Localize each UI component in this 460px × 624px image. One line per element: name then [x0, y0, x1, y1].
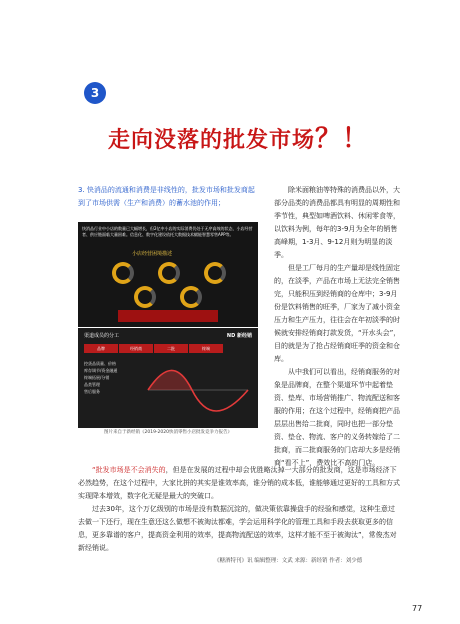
page-number: 77 — [412, 604, 423, 613]
quote-highlight: “批发市场是不会消失的 — [92, 466, 166, 474]
right-column — [274, 184, 402, 470]
flow-step: 品牌 — [84, 344, 118, 353]
paragraph: 从中我们可以看出，经销商服务的对象是品牌商，在整个渠道环节中起着垫资、垫库、市场营销推广、物流配送和客服的作用；在这个过程中，经销商把产品层层出售给二批商，同时也把一部分垫资、垫仓、物流、客户的义务转嫁给了二批商，而二批商服务的门店却大多是经销商“看不上”，费效比不高的门店。 — [274, 368, 400, 467]
paragraph-text: ，但是在发展的过程中却会优胜略汰掉一大部分的批发商，这是市场经济下必然趋势，在这个过程中，大家比拼的其实是谁效率高，谁分销的成本低，谁能够通过更好的工具和方式实现降本增效，数字化无疑是最大的突破口。 — [78, 466, 400, 500]
list-item: 终端拓展/分销 — [84, 375, 110, 380]
article-credit: 《糖酒特刊》讯 编辑整理：文武 来源：新经销 作者：刘少德 — [214, 558, 363, 564]
donut-chart-icon — [112, 262, 134, 284]
channel-flow — [84, 344, 224, 353]
donut-chart-icon — [134, 286, 156, 308]
bottom-section — [78, 464, 400, 555]
section-number-badge: 3 — [84, 82, 106, 104]
list-item: 品类管理 — [84, 382, 100, 387]
figure-caption: 图片来自于新经销《2019-2020快消零售小店批发竞争力报告》 — [103, 430, 233, 435]
paragraph: 过去30年，这个万亿级别的市场是没有数据沉淀的，做决策依靠操盘手的经验和感觉，这种生意过去做一下还行，现在生意还这么做想不被淘汰都难，学会运用科学化的管理工具和手段去获取更多的信息，更多靠谱的客户，提高资金利用的效率，提高物流配送的效率，这样才能不至于被淘汰”，常俊杰对新经销说。 — [78, 505, 397, 552]
figure-bottom-panel — [78, 328, 258, 428]
intro-text: 3. 快消品的流通和消费是非线性的，批发市场和批发商起到了市场供需（生产和消费）的蓄水池的作用； — [78, 186, 255, 207]
page-title — [108, 118, 369, 155]
title-punctuation: ？！ — [315, 124, 370, 154]
paragraph — [78, 464, 400, 503]
figure-role-list — [84, 360, 144, 395]
donut-chart-icon — [180, 286, 202, 308]
paragraph: 除米面粮油等特殊的消费品以外，大部分品类的消费品都具有明显的周期性和季节性，典型如啤酒饮料、休闲零食等，以饮料为例，每年的3-9月为全年的销售高峰期，1-3月、9-12月则为明显的淡季。 — [274, 186, 400, 259]
flow-step: 二批 — [154, 344, 188, 353]
donut-chart-icon — [158, 262, 180, 284]
report-figure — [78, 222, 258, 435]
brand-logo: ND 新经销 — [226, 333, 252, 339]
figure-top-text: 快消品行业中小店的数量已大幅增长，但2亿中小店的实际消费仍处于无序高效的状态，小店经营者、供应链面临大量困难。信息化、数字化建设依托大数据技术赋能智慧零售APP等。 — [82, 226, 253, 237]
flow-step: 经销商 — [119, 344, 153, 353]
donut-chart-icon — [204, 262, 226, 284]
figure-bottom-title: 渠道成员的分工 — [84, 333, 120, 339]
list-item: 库存调节/资金融通 — [84, 368, 118, 373]
figure-top-red-band — [118, 310, 218, 322]
list-item: 售后服务 — [84, 389, 100, 394]
title-text: 走向没落的批发市场 — [108, 128, 316, 153]
figure-top-panel — [78, 222, 258, 327]
paragraph: 但是工厂每月的生产量却是线性固定的，在淡季，产品在市场上无法完全销售完，只能积压到经销商的仓库中；3-9月份是饮料销售的旺季，厂家为了减小资金压力和生产压力，往往会在年初淡季的时候就安排经销商打款发货，“开水头会”，目的就是为了抢占经销商旺季的资金和仓库。 — [274, 264, 401, 363]
figure-top-heading: 小店经营困境描述 — [132, 251, 173, 257]
trend-curve — [144, 356, 252, 422]
flow-step: 终端 — [189, 344, 223, 353]
list-item: 控货品质量、价格 — [84, 361, 116, 366]
